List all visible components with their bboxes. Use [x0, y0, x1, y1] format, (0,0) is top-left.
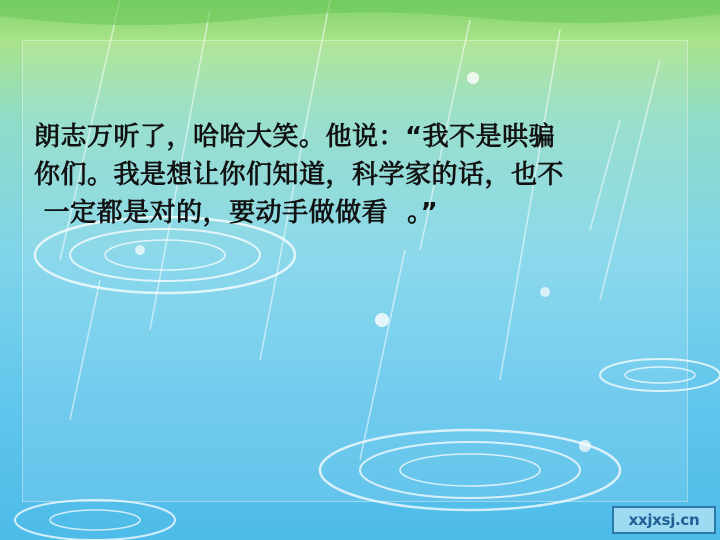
text-line-1: 朗志万听了，哈哈大笑。他说：“我不是哄骗	[34, 122, 556, 152]
watermark-text: xxjxsj.cn	[628, 511, 700, 529]
watermark-logo	[612, 506, 716, 534]
slide-body-text	[34, 118, 684, 232]
text-line-2: 你们。我是想让你们知道，科学家的话，也不	[34, 160, 565, 190]
text-line-3: 一定都是对的，要动手做做看 。”	[34, 198, 439, 228]
top-wave-band	[0, 0, 720, 25]
content-panel	[22, 40, 688, 502]
